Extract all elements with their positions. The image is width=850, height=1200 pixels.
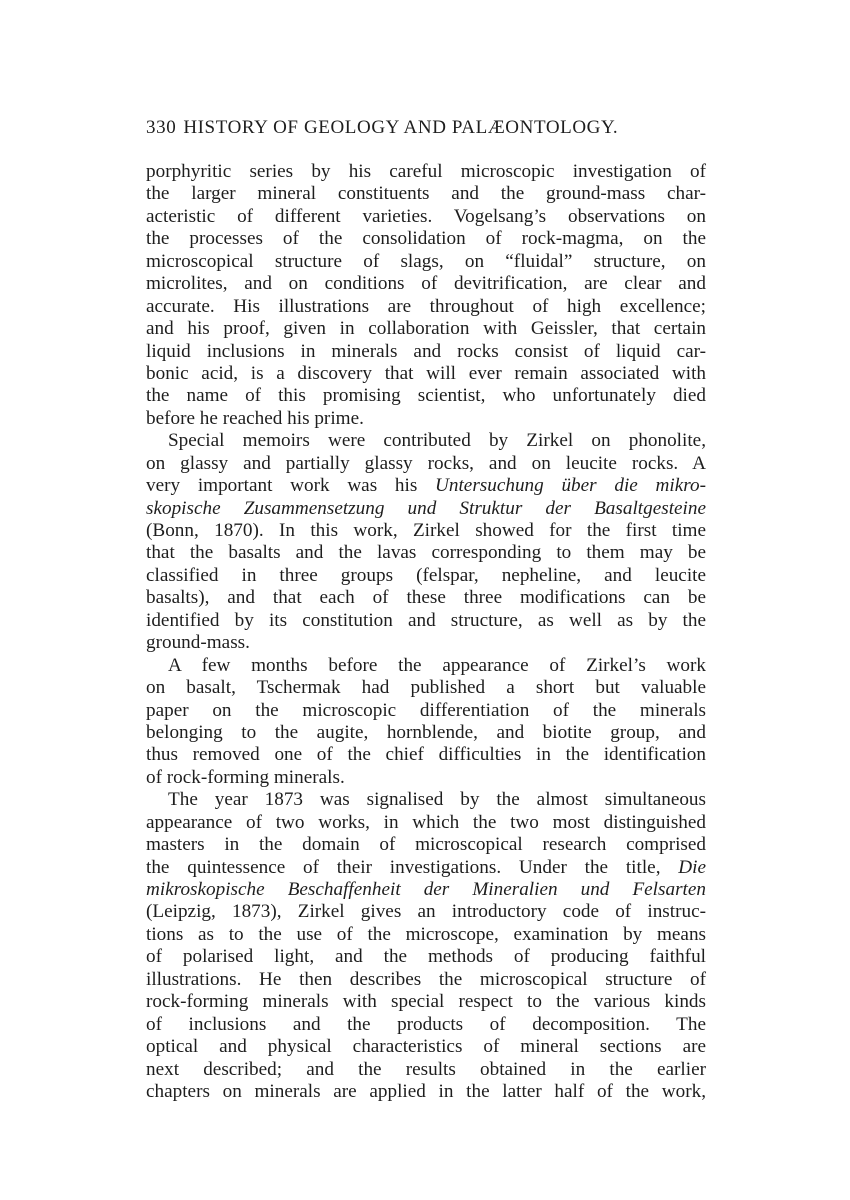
text-line [146, 789, 706, 811]
text-line [146, 857, 706, 879]
line-text: classified in three groups (felspar, nepheline, and leucite [146, 564, 706, 586]
text-line [146, 610, 706, 632]
text-line [146, 632, 706, 654]
line-text: optical and physical characteristics of mineral sections are [146, 1036, 706, 1058]
text-line [146, 924, 706, 946]
line-text: appearance of two works, in which the two most distinguished [146, 811, 706, 833]
text-line [146, 251, 706, 273]
line-text: porphyritic series by his careful microscopic investigation of [146, 161, 706, 182]
line-text: microlites, and on conditions of devitrification, are clear and [146, 273, 706, 295]
text-line [146, 408, 706, 430]
line-text: on basalt, Tschermak had published a short but valuable [146, 677, 706, 699]
line-text: next described; and the results obtained in the earlier [146, 1058, 706, 1080]
text-line [146, 273, 706, 295]
line-text: Special memoirs were contributed by Zirkel on phonolite, [168, 430, 706, 452]
running-title: HISTORY OF GEOLOGY AND PALÆONTOLOGY. [183, 117, 619, 138]
line-text: the processes of the consolidation of rock-magma, on the [146, 228, 706, 250]
line-text: on glassy and partially glassy rocks, and on leucite rocks. A [146, 452, 706, 474]
text-line [146, 228, 706, 250]
line-text: and his proof, given in collaboration with Geissler, that certain [146, 318, 706, 340]
italic-text: Die [678, 856, 706, 878]
text-line [146, 498, 706, 520]
text-line [146, 453, 706, 475]
line-text: tions as to the use of the microscope, examination by means [146, 923, 706, 945]
running-head [146, 116, 706, 140]
text-line [146, 1059, 706, 1081]
line-text: rock-forming minerals with special respect to the various kinds [146, 991, 706, 1013]
line-text: illustrations. He then describes the microscopical structure of [146, 968, 706, 990]
line-text: of rock-forming minerals. [146, 766, 345, 788]
line-text: thus removed one of the chief difficulties in the identification [146, 744, 706, 766]
text-line [146, 206, 706, 228]
text-line [146, 722, 706, 744]
text-line [146, 991, 706, 1013]
text-line [146, 812, 706, 834]
text-line [146, 385, 706, 407]
text-line [146, 296, 706, 318]
line-text: the larger mineral constituents and the ground-mass char- [146, 183, 706, 205]
text-line [146, 879, 706, 901]
italic-text: skopische Zusammensetzung und Struktur der Basaltgesteine [146, 497, 706, 519]
line-text: of polarised light, and the methods of producing faithful [146, 946, 706, 968]
line-text: belonging to the augite, hornblende, and biotite group, and [146, 721, 706, 743]
text-line [146, 542, 706, 564]
text-line [146, 183, 706, 205]
line-text: microscopical structure of slags, on “fluidal” structure, on [146, 250, 706, 272]
italic-text: Untersuchung über die mikro- [435, 475, 706, 497]
line-text: basalts), and that each of these three modifications can be [146, 587, 706, 609]
page-number: 330 [146, 117, 177, 138]
line-text: A few months before the appearance of Zirkel’s work [168, 654, 706, 676]
line-text: (Bonn, 1870). In this work, Zirkel showed for the first time [146, 520, 706, 541]
line-text: bonic acid, is a discovery that will ever remain associated with [146, 362, 706, 384]
text-line [146, 744, 706, 766]
text-line [146, 767, 706, 789]
italic-text: mikroskopische Beschaffenheit der Mineralien und Felsarten [146, 879, 706, 900]
text-line [146, 969, 706, 991]
text-line [146, 700, 706, 722]
text-line [146, 161, 706, 183]
text-line [146, 834, 706, 856]
line-text: ground-mass. [146, 632, 250, 654]
text-line [146, 677, 706, 699]
line-text: acteristic of different varieties. Vogelsang’s observations on [146, 205, 706, 227]
line-text: The year 1873 was signalised by the almost simultaneous [168, 789, 706, 811]
line-text: chapters on minerals are applied in the latter half of the work, [146, 1080, 706, 1102]
text-line [146, 655, 706, 677]
text-line [146, 341, 706, 363]
line-text: liquid inclusions in minerals and rocks consist of liquid car- [146, 340, 706, 362]
text-line [146, 520, 706, 542]
text-line [146, 363, 706, 385]
line-text: identified by its constitution and structure, as well as by the [146, 609, 706, 631]
text-line [146, 565, 706, 587]
line-text: the quintessence of their investigations. Under the title, [146, 856, 679, 878]
text-line [146, 1036, 706, 1058]
text-line [146, 901, 706, 923]
text-line [146, 1014, 706, 1036]
line-text: very important work was his [146, 475, 436, 497]
body-text [146, 161, 706, 1103]
line-text: that the basalts and the lavas corresponding to them may be [146, 542, 706, 564]
line-text: paper on the microscopic differentiation of the minerals [146, 699, 706, 721]
line-text: the name of this promising scientist, who unfortunately died [146, 385, 706, 407]
line-text: (Leipzig, 1873), Zirkel gives an introductory code of instruc- [146, 901, 706, 923]
line-text: masters in the domain of microscopical research comprised [146, 834, 706, 856]
text-line [146, 318, 706, 340]
text-line [146, 475, 706, 497]
line-text: accurate. His illustrations are throughout of high excellence; [146, 295, 706, 317]
text-line [146, 587, 706, 609]
line-text: of inclusions and the products of decomposition. The [146, 1013, 706, 1035]
text-line [146, 430, 706, 452]
line-text: before he reached his prime. [146, 407, 364, 429]
text-line [146, 1081, 706, 1103]
text-line [146, 946, 706, 968]
